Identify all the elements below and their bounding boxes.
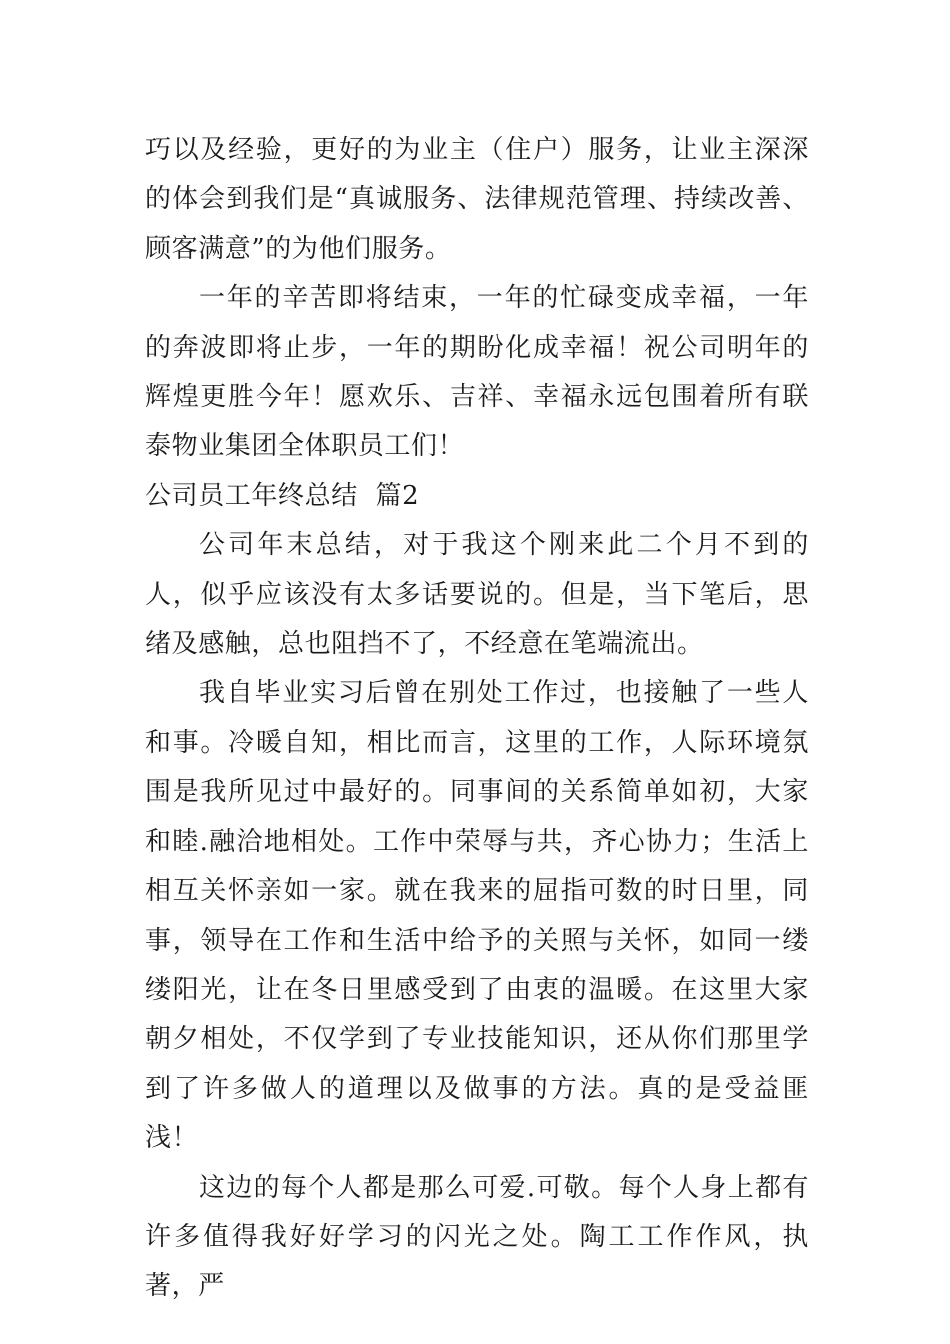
- document-body: [145, 126, 809, 1312]
- paragraph-colleagues: 这边的每个人都是那么可爱.可敬。每个人身上都有许多值得我好好学习的闪光之处。陶工工作作风，执著，严: [145, 1172, 809, 1302]
- section-heading: 公司员工年终总结 篇2: [145, 480, 420, 511]
- paragraph-work-environment: 我自毕业实习后曾在别处工作过，也接触了一些人和事。冷暖自知，相比而言，这里的工作，人际环境氛围是我所见过中最好的。同事间的关系简单如初，大家和睦.融洽地相处。工作中荣辱与共，齐心协力；生活上相互关怀亲如一家。就在我来的屈指可数的时日里，同事，领导在工作和生活中给予的关照与关怀，如同一缕缕阳光，让在冬日里感受到了由衷的温暖。在这里大家朝夕相处，不仅学到了专业技能知识，还从你们那里学到了许多做人的道理以及做事的方法。真的是受益匪浅！: [145, 678, 809, 1154]
- paragraph-intro: 公司年末总结，对于我这个刚来此二个月不到的人，似乎应该没有太多话要说的。但是，当下笔后，思绪及感触，总也阻挡不了，不经意在笔端流出。: [145, 530, 809, 660]
- paragraph-new-year-wishes: 一年的辛苦即将结束，一年的忙碌变成幸福，一年的奔波即将止步，一年的期盼化成幸福！祝公司明年的辉煌更胜今年！愿欢乐、吉祥、幸福永远包围着所有联泰物业集团全体职员工们！: [145, 283, 809, 462]
- paragraph-continuation: 巧以及经验，更好的为业主（住户）服务，让业主深深的体会到我们是“真诚服务、法律规范管理、持续改善、顾客满意”的为他们服务。: [145, 135, 809, 264]
